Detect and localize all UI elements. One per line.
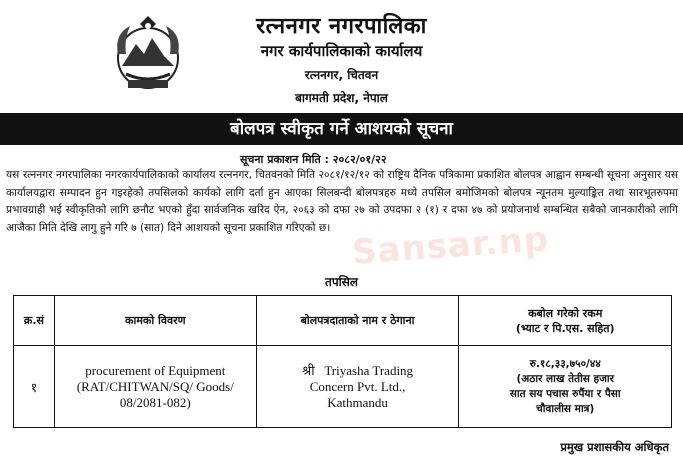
header-work: कामको विवरण bbox=[54, 296, 256, 346]
header-amount bbox=[459, 296, 672, 346]
amount-line1: रु.१८,३३,७५०/४४ bbox=[529, 357, 601, 370]
office-address: रत्ननगर, चितवन bbox=[304, 68, 379, 82]
bidder-line3: Kathmandu bbox=[327, 394, 388, 410]
amount-line2: (अठार लाख तेतीस हजार bbox=[516, 372, 614, 385]
province-name: बागमती प्रदेश, नेपाल bbox=[295, 91, 388, 105]
office-name: नगर कार्यपालिकाको कार्यालय bbox=[260, 42, 423, 60]
bid-table bbox=[13, 295, 672, 428]
section-title: तपसिल bbox=[324, 275, 358, 289]
bidder-line2: Concern Pvt. Ltd., bbox=[309, 378, 406, 394]
work-line2: (RAT/CHITWAN/SQ/ Goods/ bbox=[76, 378, 234, 394]
header-bidder: बोलपत्रदाताको नाम र ठेगाना bbox=[256, 296, 459, 346]
cell-amount bbox=[459, 346, 672, 428]
header-sn: क्र.सं bbox=[14, 296, 55, 346]
header-amount-line2: (भ्याट र पि.एस. सहित) bbox=[515, 321, 615, 335]
cell-work bbox=[54, 346, 256, 428]
header-amount-line1: कबोल गरेको रकम bbox=[528, 306, 603, 320]
signatory: प्रमुख प्रशासकीय अधिकृत bbox=[560, 440, 669, 454]
amount-line3: सात सय पचास रुपैंया र पैसा bbox=[509, 387, 621, 400]
watermark-logo: Sansar.np bbox=[350, 219, 551, 273]
work-line1: procurement of Equipment bbox=[85, 362, 226, 378]
municipality-title: रत्ननगर नगरपालिका bbox=[256, 14, 427, 39]
work-line3: 08/2081-082) bbox=[119, 394, 191, 410]
bidder-line1: श्री Triyasha Trading bbox=[302, 362, 414, 378]
notice-body: यस रत्ननगर नगरपालिका नगरकार्यपालिकाको कार्यालय रत्ननगर, चितवनको मिति २०८१/१२/१२ को राष्ट्रिय दैनिक पत्रिकामा प्रकाशित बोलपत्र आह्वान सम्बन्धी सूचना अनुसार यस कार्यालयद्वारा सम्पादन हुन गइरहेको तपसिलको कार्यको लागि दर्ता हुन आएका सिलबन्दी बोलपत्रहरु मध्ये तपसिल बमोजिमको बोलपत्र न्यूनतम मुल्याङ्कित तथा सारभूतरुपमा प्रभावग्राही भई स्वीकृतिको लागि छनौट भएको हुँदा सार्वजनिक खरिद ऐन, २०६३ को दफा २७ को उपदफा २ (१) र दफा ४७ को प्रयोजनार्थ सम्बन्धित सबैको जानकारीको लागि आजैका मिति देखि लागु हुने गरि ७ (सात) दिने आशयको सूचना प्रकाशित गरिएको छ। bbox=[6, 169, 678, 234]
table-header-row bbox=[14, 296, 672, 346]
table-row bbox=[14, 346, 672, 428]
publish-date: सूचना प्रकाशन मिति : २०८२/०१/२२ bbox=[240, 153, 387, 166]
cell-bidder bbox=[256, 346, 459, 428]
cell-sn: १ bbox=[14, 346, 55, 428]
amount-line4: चौवालीस मात्र) bbox=[536, 402, 595, 415]
notice-title-banner: बोलपत्र स्वीकृत गर्ने आशयको सूचना bbox=[0, 113, 683, 145]
